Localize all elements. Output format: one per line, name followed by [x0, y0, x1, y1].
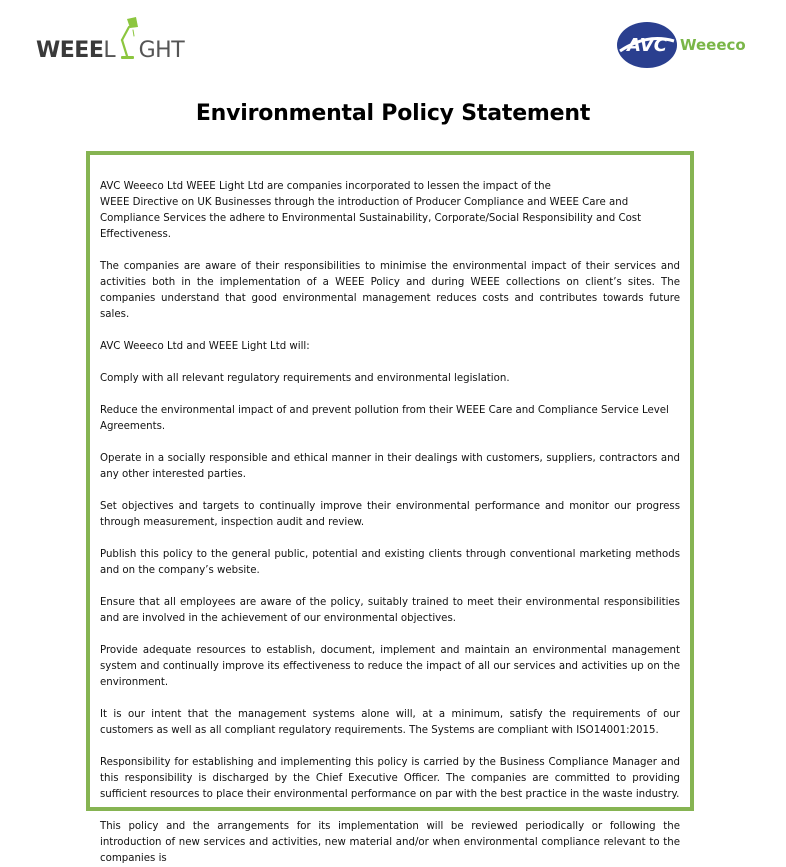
page-title: Environmental Policy Statement: [195, 101, 591, 126]
logo-light-first-letter: L: [103, 38, 116, 63]
avc-weeeco-logo: [616, 20, 750, 70]
intro-line-2: WEEE Directive on UK Businesses through the introduction of Producer Compliance and WEEE Care and Compliance Services the adhere to Environmental Sustainability, Corporate/Social Responsibility and Cost Effectiveness.: [100, 197, 642, 240]
paragraph-publish: Publish this policy to the general public, potential and existing clients through conventional marketing methods and on the company’s website.: [100, 549, 680, 576]
avc-oval-badge: [616, 21, 678, 69]
paragraph-awareness: The companies are aware of their responsibilities to minimise the environmental impact of their services and activities both in the implementation of a WEEE Policy and during WEEE collections on client’s sites. The companies understand that good environmental management reduces costs and contributes towards future sales.: [100, 261, 680, 320]
logo-light-rest-text: GHT: [138, 38, 185, 63]
paragraph-responsibility: Responsibility for establishing and implementing this policy is carried by the Business Compliance Manager and this responsibility is discharged by the Chief Executive Officer. The companies are committed to providing sufficient resources to place their environmental performance on par with the best practice in the waste industry.: [100, 757, 680, 800]
avc-badge-text: AVC: [627, 35, 667, 56]
logo-light-wordmark: [103, 16, 184, 68]
intro-paragraph: [100, 179, 680, 243]
intro-line-1: AVC Weeeco Ltd WEEE Light Ltd are companies incorporated to lessen the impact of the: [100, 181, 551, 192]
paragraph-intent: It is our intent that the management systems alone will, at a minimum, satisfy the requirements of our customers as well as all compliant regulatory requirements. The Systems are compliant with ISO14001:2015.: [100, 709, 680, 736]
logo-weee-text: WEEE: [36, 38, 104, 63]
paragraph-commitments-lead: AVC Weeeco Ltd and WEEE Light Ltd will:: [100, 341, 310, 352]
weee-light-logo: [36, 18, 184, 68]
paragraph-objectives: Set objectives and targets to continually improve their environmental performance and monitor our progress through measurement, inspection audit and review.: [100, 501, 680, 528]
weeeco-text: Weeeco: [680, 36, 746, 54]
paragraph-review: This policy and the arrangements for its implementation will be reviewed periodically or following the introduction of new services and activities, new material and/or when environmental compliance relevant to the companies is: [100, 821, 680, 864]
paragraph-comply: Comply with all relevant regulatory requirements and environmental legislation.: [100, 373, 510, 384]
policy-box: [86, 151, 694, 864]
paragraph-operate-responsibly: Operate in a socially responsible and ethical manner in their dealings with customers, suppliers, contractors and any other interested parties.: [100, 453, 680, 480]
paragraph-reduce-impact: Reduce the environmental impact of and prevent pollution from their WEEE Care and Compliance Service Level Agreements.: [100, 405, 669, 432]
paragraph-employees: Ensure that all employees are aware of the policy, suitably trained to meet their environmental responsibilities and are involved in the achievement of our environmental objectives.: [100, 597, 680, 624]
desk-lamp-icon: [114, 16, 140, 62]
paragraph-resources: Provide adequate resources to establish, document, implement and maintain an environmental management system and continually improve its effectiveness to reduce the impact of all our services and activities up on the environment.: [100, 645, 680, 688]
